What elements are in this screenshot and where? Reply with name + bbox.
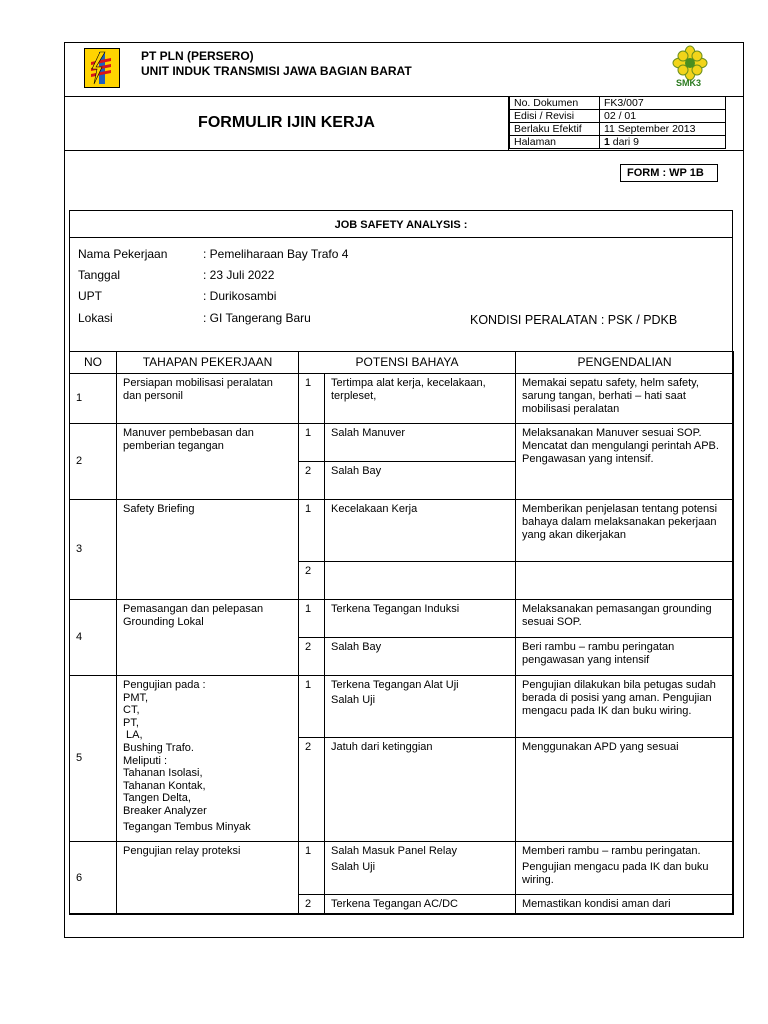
meta-value: 11 September 2013 (600, 123, 726, 136)
control-text: Pengujian dilakukan bila petugas sudah berada di posisi yang aman. Pengujian mengacu pada IK dan buku wiring. (516, 676, 734, 738)
info-value-job: : Pemeliharaan Bay Trafo 4 (203, 247, 349, 261)
hazard-number: 1 (299, 500, 325, 562)
hazard-text: Salah Manuver (325, 424, 516, 462)
work-step: Pemasangan dan pelepasan Grounding Lokal (117, 600, 299, 676)
meta-key: Halaman (510, 136, 600, 149)
meta-row (510, 123, 726, 136)
table-row (70, 424, 734, 462)
control-text: Memastikan kondisi aman dari (516, 895, 734, 915)
page-number: 1 (604, 136, 610, 148)
table-row (70, 600, 734, 638)
title-row (65, 96, 743, 151)
hazard-text (325, 562, 516, 600)
table-row (70, 842, 734, 895)
work-step: Manuver pembebasan dan pemberian tegangan (117, 424, 299, 500)
hazard-number: 2 (299, 562, 325, 600)
company-name: PT PLN (PERSERO) (141, 49, 254, 63)
control-text (516, 562, 734, 600)
info-value-location: : GI Tangerang Baru (203, 311, 311, 325)
work-step-line: Meliputi : (123, 754, 168, 767)
meta-key: Berlaku Efektif (510, 123, 600, 136)
control-text: Beri rambu – rambu peringatan pengawasan yang intensif (516, 638, 734, 676)
info-label: Tanggal (78, 268, 121, 282)
hazard-text: Kecelakaan Kerja (325, 500, 516, 562)
jsa-title: JOB SAFETY ANALYSIS : (70, 211, 732, 238)
row-number: 5 (70, 676, 117, 842)
control-cell (516, 842, 734, 895)
control-text: Melaksanakan Manuver sesuai SOP. Mencatat dan mengulangi perintah APB. Pengawasan yang intensif. (516, 424, 734, 500)
meta-row (510, 110, 726, 123)
hazard-cell (325, 676, 516, 738)
row-number: 2 (70, 424, 117, 500)
hazard-number: 2 (299, 738, 325, 842)
work-step-line: PMT, (123, 691, 149, 704)
work-step: Pengujian relay proteksi (117, 842, 299, 915)
meta-value: 02 / 01 (600, 110, 726, 123)
work-step-line: Tegangan Tembus Minyak (123, 820, 251, 833)
work-step-line: Tahanan Isolasi, (123, 767, 203, 780)
hazard-number: 2 (299, 462, 325, 500)
meta-value: FK3/007 (600, 97, 726, 110)
table-row (70, 374, 734, 424)
jsa-table (69, 351, 734, 915)
hazard-text: Jatuh dari ketinggian (325, 738, 516, 842)
document-meta-table (509, 96, 726, 149)
job-safety-analysis (69, 210, 733, 914)
info-value-date: : 23 Juli 2022 (203, 268, 275, 282)
table-header-row (70, 352, 734, 374)
work-step-line: Bushing Trafo. (123, 741, 194, 754)
meta-row (510, 97, 726, 110)
control-text: Memakai sepatu safety, helm safety, sarung tangan, berhati – hati saat mobilisasi peralatan (516, 374, 734, 424)
info-label: Lokasi (78, 311, 113, 325)
column-header: NO (70, 352, 117, 374)
hazard-text: Terkena Tegangan Induksi (325, 600, 516, 638)
info-value-upt: : Durikosambi (203, 289, 277, 303)
meta-row (510, 136, 726, 149)
equipment-condition: KONDISI PERALATAN : PSK / PDKB (470, 313, 678, 327)
control-text: Memberikan penjelasan tentang potensi bahaya dalam melaksanakan pekerjaan yang akan dikerjakan (516, 500, 734, 562)
work-step: Persiapan mobilisasi peralatan dan personil (117, 374, 299, 424)
hazard-number: 2 (299, 638, 325, 676)
hazard-text: Terkena Tegangan AC/DC (325, 895, 516, 915)
work-step-line: PT, (123, 716, 139, 729)
hazard-number: 1 (299, 842, 325, 895)
control-text: Melaksanakan pemasangan grounding sesuai SOP. (516, 600, 734, 638)
work-step-line: CT, (123, 704, 140, 717)
row-number: 4 (70, 600, 117, 676)
hazard-text: Salah Masuk Panel Relay (331, 845, 457, 857)
pln-logo-icon (84, 48, 120, 88)
meta-key: No. Dokumen (510, 97, 600, 110)
work-step-line: Breaker Analyzer (123, 804, 207, 817)
info-label: UPT (78, 289, 102, 303)
hazard-text: Salah Bay (325, 638, 516, 676)
hazard-number: 1 (299, 676, 325, 738)
hazard-number: 1 (299, 600, 325, 638)
hazard-cell (325, 842, 516, 895)
smk3-logo-icon (667, 45, 713, 91)
meta-key: Edisi / Revisi (510, 110, 600, 123)
row-number: 1 (70, 374, 117, 424)
hazard-number: 1 (299, 374, 325, 424)
control-text: Menggunakan APD yang sesuai (516, 738, 734, 842)
meta-value (600, 136, 726, 149)
form-title: FORMULIR IJIN KERJA (65, 96, 509, 150)
page-total: dari 9 (609, 136, 640, 148)
hazard-text: Tertimpa alat kerja, kecelakaan, terpleset, (325, 374, 516, 424)
hazard-number: 2 (299, 895, 325, 915)
work-step-line: LA, (123, 729, 143, 742)
form-code-box: FORM : WP 1B (620, 164, 718, 182)
company-header (65, 43, 743, 97)
work-step-line: Pengujian pada : (123, 679, 206, 691)
column-header: POTENSI BAHAYA (299, 352, 516, 374)
hazard-number: 1 (299, 424, 325, 462)
work-step-line: Tahanan Kontak, (123, 779, 206, 792)
column-header: PENGENDALIAN (516, 352, 734, 374)
work-step: Safety Briefing (117, 500, 299, 600)
table-row (70, 500, 734, 562)
row-number: 3 (70, 500, 117, 600)
control-text: Pengujian mengacu pada IK dan buku wiring. (522, 861, 709, 886)
column-header: TAHAPAN PEKERJAAN (117, 352, 299, 374)
hazard-text: Salah Bay (325, 462, 516, 500)
hazard-text: Salah Uji (331, 694, 376, 706)
work-step-list (117, 676, 299, 842)
info-label: Nama Pekerjaan (78, 247, 168, 261)
control-text: Memberi rambu – rambu peringatan. (522, 845, 701, 857)
table-row (70, 676, 734, 738)
hazard-text: Salah Uji (331, 861, 376, 873)
company-unit: UNIT INDUK TRANSMISI JAWA BAGIAN BARAT (141, 64, 412, 78)
document-page (64, 42, 744, 938)
smk3-label: SMK3 (676, 78, 702, 88)
work-step-line: Tangen Delta, (123, 792, 191, 805)
hazard-text: Terkena Tegangan Alat Uji (331, 679, 459, 691)
row-number: 6 (70, 842, 117, 915)
